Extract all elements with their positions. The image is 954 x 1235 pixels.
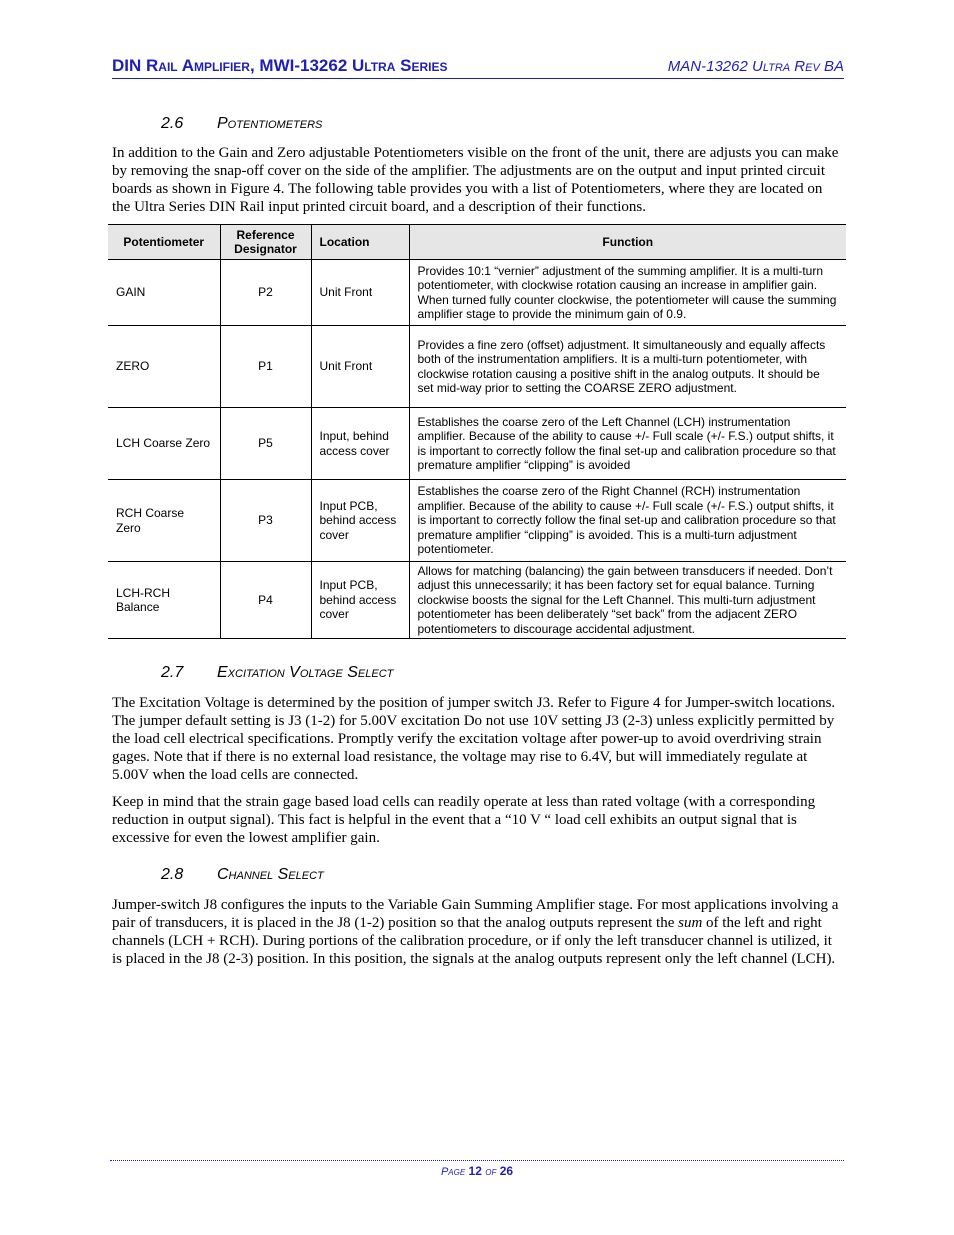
of-word: of	[485, 1166, 497, 1178]
ref-designator-cell: P2	[220, 260, 311, 326]
excitation-paragraph-1	[112, 694, 844, 784]
paragraph: The Excitation Voltage is determined by the position of jumper switch J3. Refer to Figure 4 for Jumper-switch locations. The jumper default setting is J3 (1-2) for 5.00V excitation Do not use 10V setting J3 (2-3) unless explicitly permitted by the load cell electrical specifications. Promptly verify the excitation voltage after power-up to avoid overdriving strain gages. Note that if there is no external load resistance, the voltage may rise to 6.4V, but will immediately regulate at 5.00V when the load cells are connected.	[112, 695, 836, 783]
table-row	[108, 260, 846, 326]
function-cell: Establishes the coarse zero of the Right Channel (RCH) instrumentation amplifier. Because of the ability to cause +/- Full scale (+/- F.S.) output shifts, it is important to correctly follow the final set-up and calibration procedure so that premature amplifier “clipping” is avoided. This is a multi-turn adjustment potentiometer.	[409, 480, 846, 562]
function-cell: Establishes the coarse zero of the Left Channel (LCH) instrumentation amplifier. Because of the ability to cause +/- Full scale (+/- F.S.) output shifts, it is important to correctly follow the final set-up and calibration procedure so that premature amplifier “clipping” is avoided	[409, 408, 846, 480]
header-title: DIN Rail Amplifier, MWI-13262 Ultra Series	[112, 56, 448, 75]
location-cell: Unit Front	[311, 260, 409, 326]
table-row	[108, 562, 846, 639]
paragraph	[112, 896, 844, 968]
location-cell: Input PCB, behind access cover	[311, 480, 409, 562]
column-header: Reference Designator	[220, 225, 311, 260]
function-cell: Provides a fine zero (offset) adjustment. It simultaneously and equally affects both of the instrumentation amplifiers. It is a multi-turn potentiometer, with clockwise rotation causing a positive shift in the analog outputs. It should be set mid-way prior to setting the COARSE ZERO adjustment.	[409, 326, 846, 408]
location-cell: Input PCB, behind access cover	[311, 562, 409, 639]
table-row	[108, 480, 846, 562]
function-cell: Provides 10:1 “vernier” adjustment of the summing amplifier. It is a multi-turn potentiometer, with clockwise rotation causing an increase in amplifier gain. When turned fully counter clockwise, the potentiometer will cause the summing amplifier stage to provide the minimum gain of 0.9.	[409, 260, 846, 326]
column-header: Location	[311, 225, 409, 260]
section-number: 2.6	[161, 115, 184, 132]
location-cell: Unit Front	[311, 326, 409, 408]
channel-select-paragraph	[112, 896, 844, 968]
section-title: Potentiometers	[217, 115, 323, 132]
section-number: 2.7	[161, 664, 184, 681]
page-word: Page	[440, 1166, 466, 1178]
potentiometer-cell: LCH-RCH Balance	[108, 562, 220, 639]
ref-designator-cell: P5	[220, 408, 311, 480]
ref-designator-cell: P1	[220, 326, 311, 408]
page-footer	[0, 1164, 954, 1178]
paragraph: In addition to the Gain and Zero adjustable Potentiometers visible on the front of the unit, there are adjusts you can make by removing the snap-off cover on the side of the amplifier. The adjustments are on the output and input printed circuit boards as shown in Figure 4. The following table provides you with a list of Potentiometers, where they are located on the Ultra Series DIN Rail input printed circuit board, and a description of their functions.	[112, 145, 839, 215]
emphasis-text: sum	[678, 915, 703, 931]
potentiometers-intro	[112, 144, 844, 216]
location-cell: Input, behind access cover	[311, 408, 409, 480]
page-total: 26	[499, 1164, 514, 1178]
header-doc-id: MAN-13262 Ultra Rev BA	[667, 58, 844, 75]
table-row	[108, 326, 846, 408]
potentiometer-cell: LCH Coarse Zero	[108, 408, 220, 480]
footer-divider	[110, 1160, 844, 1161]
function-cell: Allows for matching (balancing) the gain between transducers if needed. Don’t adjust this unnecessarily; it has been factory set for equal balance. Turning clockwise boosts the signal for the Left Channel. This multi-turn adjustment potentiometer has been deliberately “set back” from the adjacent ZERO potentiometers to discourage accidental adjustment.	[409, 562, 846, 639]
page-number: 12	[468, 1164, 482, 1178]
excitation-paragraph-2	[112, 793, 844, 847]
table-row	[108, 408, 846, 480]
page-header	[112, 56, 844, 79]
text-run: of the left and right channels (LCH + RCH). During portions of the calibration procedure, or if only the left transducer channel is utilized, it is placed in the J8 (2-3) position. In this position, the signals at the analog outputs represent only the left channel (LCH).	[112, 915, 836, 967]
ref-designator-cell: P4	[220, 562, 311, 639]
table-header-row	[108, 225, 846, 260]
potentiometer-cell: ZERO	[108, 326, 220, 408]
section-title: Channel Select	[217, 866, 324, 883]
potentiometer-cell: GAIN	[108, 260, 220, 326]
section-title: Excitation Voltage Select	[217, 664, 394, 681]
column-header: Potentiometer	[108, 225, 220, 260]
section-number: 2.8	[161, 866, 184, 883]
potentiometer-cell: RCH Coarse Zero	[108, 480, 220, 562]
text-run: Jumper-switch J8 configures the inputs to the Variable Gain Summing Amplifier stage. For most applications involving a pair of transducers, it is placed in the J8 (1-2) position so that the analog outputs represent the	[112, 897, 839, 931]
paragraph: Keep in mind that the strain gage based load cells can readily operate at less than rated voltage (with a corresponding reduction in output signal). This fact is helpful in the event that a “10 V “ load cell exhibits an output signal that is excessive for even the lowest amplifier gain.	[112, 794, 816, 846]
column-header: Function	[409, 225, 846, 260]
potentiometer-table	[108, 224, 846, 639]
ref-designator-cell: P3	[220, 480, 311, 562]
